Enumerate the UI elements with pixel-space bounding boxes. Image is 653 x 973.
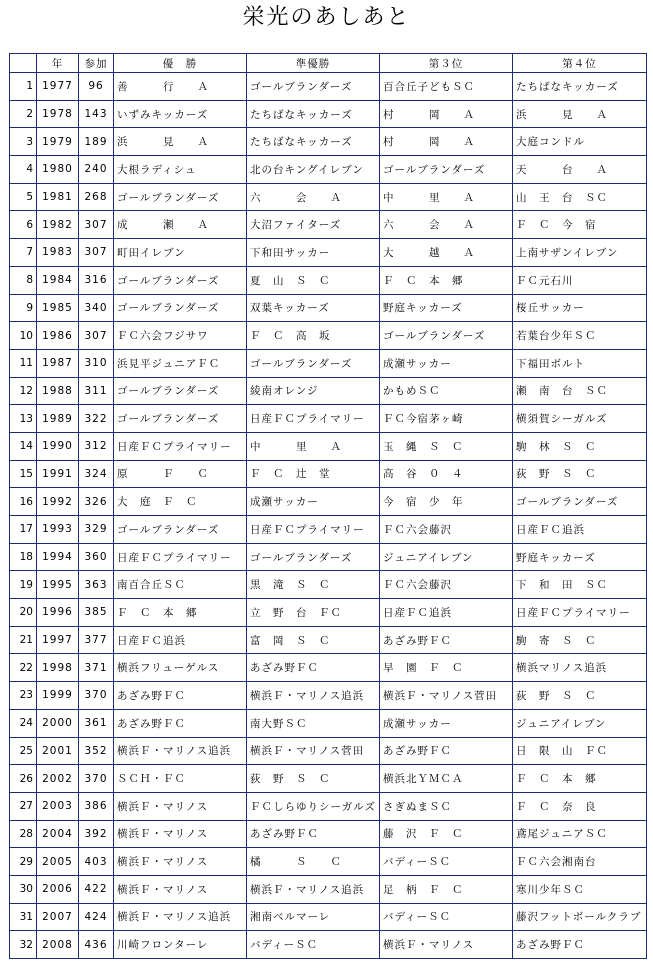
winner-cell: 川崎フロンターレ [114, 931, 247, 959]
teams-count-cell: 386 [79, 792, 114, 820]
third-place-cell: さぎぬまＳＣ [380, 792, 513, 820]
year-cell: 1996 [37, 599, 79, 627]
table-row [10, 128, 647, 156]
fourth-place-cell: 横浜マリノス追浜 [513, 654, 647, 682]
third-place-cell: かもめＳＣ [380, 377, 513, 405]
third-place-cell: 藤 沢 Ｆ Ｃ [380, 820, 513, 848]
table-row [10, 571, 647, 599]
row-number: 21 [10, 626, 37, 654]
third-place-cell: 横浜Ｆ・マリノス [380, 931, 513, 959]
third-place-cell: 六 会 Ａ [380, 211, 513, 239]
row-number: 10 [10, 322, 37, 350]
winner-cell: 大 庭 Ｆ Ｃ [114, 488, 247, 516]
third-place-cell: 横浜Ｆ・マリノス菅田 [380, 682, 513, 710]
year-cell: 1999 [37, 682, 79, 710]
teams-count-cell: 189 [79, 128, 114, 156]
table-row [10, 516, 647, 544]
year-cell: 1977 [37, 73, 79, 101]
results-table [9, 53, 647, 959]
winner-cell: ＦＣ六会フジサワ [114, 322, 247, 350]
table-row [10, 820, 647, 848]
third-place-cell: 中 里 Ａ [380, 183, 513, 211]
row-number: 2 [10, 100, 37, 128]
winner-cell: 浜 見 Ａ [114, 128, 247, 156]
table-row [10, 460, 647, 488]
teams-count-cell: 370 [79, 682, 114, 710]
fourth-place-cell: 横須賀シーガルズ [513, 405, 647, 433]
third-place-cell: 日産ＦＣ追浜 [380, 599, 513, 627]
winner-cell: 横浜Ｆ・マリノス [114, 848, 247, 876]
third-place-cell: 今 宿 少 年 [380, 488, 513, 516]
table-row [10, 599, 647, 627]
teams-count-cell: 363 [79, 571, 114, 599]
row-number: 16 [10, 488, 37, 516]
fourth-place-cell: 鳶尾ジュニアＳＣ [513, 820, 647, 848]
runner-up-cell: 日産ＦＣプライマリー [247, 405, 380, 433]
fourth-place-cell: 天 台 Ａ [513, 156, 647, 184]
teams-count-cell: 310 [79, 349, 114, 377]
winner-cell: ゴールブランダーズ [114, 405, 247, 433]
fourth-place-cell: 上南サザンイレブン [513, 239, 647, 267]
winner-cell: Ｆ Ｃ 本 郷 [114, 599, 247, 627]
fourth-place-cell: Ｆ Ｃ 奈 良 [513, 792, 647, 820]
runner-up-cell: あざみ野ＦＣ [247, 820, 380, 848]
third-place-cell: ＦＣ今宿茅ヶ崎 [380, 405, 513, 433]
row-number: 9 [10, 294, 37, 322]
teams-count-cell: 307 [79, 322, 114, 350]
row-number: 17 [10, 516, 37, 544]
runner-up-cell: 横浜Ｆ・マリノス追浜 [247, 682, 380, 710]
table-row [10, 405, 647, 433]
winner-cell: ゴールブランダーズ [114, 294, 247, 322]
winner-cell: ゴールブランダーズ [114, 377, 247, 405]
third-place-cell: ＦＣ六会藤沢 [380, 516, 513, 544]
fourth-place-cell: たちばなキッカーズ [513, 73, 647, 101]
teams-count-cell: 436 [79, 931, 114, 959]
row-number: 23 [10, 682, 37, 710]
year-cell: 1979 [37, 128, 79, 156]
row-number: 3 [10, 128, 37, 156]
table-body [10, 73, 647, 959]
table-row [10, 322, 647, 350]
year-cell: 2001 [37, 737, 79, 765]
fourth-place-cell: 山 王 台 ＳＣ [513, 183, 647, 211]
fourth-place-cell: 寒川少年ＳＣ [513, 875, 647, 903]
table-row [10, 100, 647, 128]
fourth-place-cell: Ｆ Ｃ 本 郷 [513, 765, 647, 793]
winner-cell: 成 瀬 Ａ [114, 211, 247, 239]
year-cell: 1990 [37, 432, 79, 460]
runner-up-cell: 横浜Ｆ・マリノス追浜 [247, 875, 380, 903]
runner-up-cell: 立 野 台 ＦＣ [247, 599, 380, 627]
third-place-cell: 横浜北ＹＭＣＡ [380, 765, 513, 793]
runner-up-cell: 横浜Ｆ・マリノス菅田 [247, 737, 380, 765]
table-row [10, 931, 647, 959]
teams-count-cell: 96 [79, 73, 114, 101]
winner-cell: 町田イレブン [114, 239, 247, 267]
winner-cell: ゴールブランダーズ [114, 516, 247, 544]
runner-up-cell: ゴールブランダーズ [247, 543, 380, 571]
third-place-cell: ジュニアイレブン [380, 543, 513, 571]
third-place-cell: あざみ野ＦＣ [380, 626, 513, 654]
teams-count-cell: 268 [79, 183, 114, 211]
page-title: 栄光のあしあと [242, 5, 411, 30]
runner-up-cell: 六 会 Ａ [247, 183, 380, 211]
runner-up-cell: あざみ野ＦＣ [247, 654, 380, 682]
fourth-place-cell: ＦＣ六会湘南台 [513, 848, 647, 876]
teams-count-cell: 322 [79, 405, 114, 433]
year-cell: 1982 [37, 211, 79, 239]
header-runner-up: 準優勝 [247, 54, 380, 73]
row-number: 8 [10, 266, 37, 294]
year-cell: 1991 [37, 460, 79, 488]
runner-up-cell: 荻 野 Ｓ Ｃ [247, 765, 380, 793]
teams-count-cell: 370 [79, 765, 114, 793]
fourth-place-cell: ジュニアイレブン [513, 709, 647, 737]
runner-up-cell: 富 岡 Ｓ Ｃ [247, 626, 380, 654]
year-cell: 1981 [37, 183, 79, 211]
fourth-place-cell: 日産ＦＣプライマリー [513, 599, 647, 627]
year-cell: 2008 [37, 931, 79, 959]
row-number: 24 [10, 709, 37, 737]
teams-count-cell: 377 [79, 626, 114, 654]
fourth-place-cell: 野庭キッカーズ [513, 543, 647, 571]
fourth-place-cell: あざみ野ＦＣ [513, 931, 647, 959]
third-place-cell: バディーＳＣ [380, 903, 513, 931]
winner-cell: あざみ野ＦＣ [114, 682, 247, 710]
teams-count-cell: 385 [79, 599, 114, 627]
row-number: 13 [10, 405, 37, 433]
third-place-cell: 村 岡 Ａ [380, 128, 513, 156]
row-number: 27 [10, 792, 37, 820]
row-number: 18 [10, 543, 37, 571]
teams-count-cell: 311 [79, 377, 114, 405]
row-number: 32 [10, 931, 37, 959]
fourth-place-cell: 下 和 田 ＳＣ [513, 571, 647, 599]
third-place-cell: ゴールブランダーズ [380, 156, 513, 184]
header-fourth: 第４位 [513, 54, 647, 73]
year-cell: 1983 [37, 239, 79, 267]
row-number: 19 [10, 571, 37, 599]
year-cell: 1978 [37, 100, 79, 128]
table-row [10, 488, 647, 516]
header-winner: 優 勝 [114, 54, 247, 73]
table-row [10, 294, 647, 322]
row-number: 20 [10, 599, 37, 627]
year-cell: 1980 [37, 156, 79, 184]
fourth-place-cell: 下福田ボルト [513, 349, 647, 377]
year-cell: 2006 [37, 875, 79, 903]
table-row [10, 654, 647, 682]
teams-count-cell: 143 [79, 100, 114, 128]
fourth-place-cell: 瀬 南 台 ＳＣ [513, 377, 647, 405]
table-row [10, 737, 647, 765]
runner-up-cell: たちばなキッカーズ [247, 128, 380, 156]
table-row [10, 682, 647, 710]
runner-up-cell: 黒 滝 Ｓ Ｃ [247, 571, 380, 599]
fourth-place-cell: 駒 寄 Ｓ Ｃ [513, 626, 647, 654]
fourth-place-cell: 駒 林 Ｓ Ｃ [513, 432, 647, 460]
table-row [10, 765, 647, 793]
runner-up-cell: 綾南オレンジ [247, 377, 380, 405]
runner-up-cell: たちばなキッカーズ [247, 100, 380, 128]
runner-up-cell: バディーＳＣ [247, 931, 380, 959]
year-cell: 1987 [37, 349, 79, 377]
row-number: 12 [10, 377, 37, 405]
teams-count-cell: 329 [79, 516, 114, 544]
year-cell: 1985 [37, 294, 79, 322]
runner-up-cell: 湘南ベルマーレ [247, 903, 380, 931]
winner-cell: 横浜Ｆ・マリノス追浜 [114, 903, 247, 931]
fourth-place-cell: Ｆ Ｃ 今 宿 [513, 211, 647, 239]
winner-cell: 善 行 Ａ [114, 73, 247, 101]
fourth-place-cell: ゴールブランダーズ [513, 488, 647, 516]
row-number: 5 [10, 183, 37, 211]
row-number: 30 [10, 875, 37, 903]
teams-count-cell: 316 [79, 266, 114, 294]
table-row [10, 792, 647, 820]
third-place-cell: ＦＣ六会藤沢 [380, 571, 513, 599]
row-number: 1 [10, 73, 37, 101]
table-row [10, 183, 647, 211]
row-number: 29 [10, 848, 37, 876]
year-cell: 1994 [37, 543, 79, 571]
third-place-cell: ゴールブランダーズ [380, 322, 513, 350]
year-cell: 2003 [37, 792, 79, 820]
fourth-place-cell: 桜丘サッカー [513, 294, 647, 322]
table-row [10, 432, 647, 460]
runner-up-cell: 成瀬サッカー [247, 488, 380, 516]
row-number: 22 [10, 654, 37, 682]
winner-cell: 浜見平ジュニアＦＣ [114, 349, 247, 377]
teams-count-cell: 424 [79, 903, 114, 931]
year-cell: 1988 [37, 377, 79, 405]
runner-up-cell: ＦＣしらゆりシーガルズ [247, 792, 380, 820]
runner-up-cell: 橘 Ｓ Ｃ [247, 848, 380, 876]
table-row [10, 239, 647, 267]
teams-count-cell: 392 [79, 820, 114, 848]
third-place-cell: 玉 縄 Ｓ Ｃ [380, 432, 513, 460]
fourth-place-cell: 日 限 山 ＦＣ [513, 737, 647, 765]
third-place-cell: バディーＳＣ [380, 848, 513, 876]
year-cell: 1986 [37, 322, 79, 350]
teams-count-cell: 403 [79, 848, 114, 876]
teams-count-cell: 361 [79, 709, 114, 737]
fourth-place-cell: 藤沢フットボールクラブ [513, 903, 647, 931]
teams-count-cell: 312 [79, 432, 114, 460]
winner-cell: ＳＣＨ・ＦＣ [114, 765, 247, 793]
fourth-place-cell: ＦＣ元石川 [513, 266, 647, 294]
teams-count-cell: 340 [79, 294, 114, 322]
winner-cell: 原 Ｆ Ｃ [114, 460, 247, 488]
runner-up-cell: 北の台キングイレブン [247, 156, 380, 184]
year-cell: 2004 [37, 820, 79, 848]
row-number: 25 [10, 737, 37, 765]
runner-up-cell: Ｆ Ｃ 高 坂 [247, 322, 380, 350]
third-place-cell: 高 谷 ０ ４ [380, 460, 513, 488]
winner-cell: 横浜Ｆ・マリノス [114, 792, 247, 820]
third-place-cell: Ｆ Ｃ 本 郷 [380, 266, 513, 294]
table-row [10, 903, 647, 931]
winner-cell: 横浜Ｆ・マリノス追浜 [114, 737, 247, 765]
third-place-cell: 大 越 Ａ [380, 239, 513, 267]
header-third: 第３位 [380, 54, 513, 73]
winner-cell: あざみ野ＦＣ [114, 709, 247, 737]
row-number: 7 [10, 239, 37, 267]
table-row [10, 266, 647, 294]
teams-count-cell: 352 [79, 737, 114, 765]
row-number: 6 [10, 211, 37, 239]
teams-count-cell: 371 [79, 654, 114, 682]
year-cell: 2000 [37, 709, 79, 737]
runner-up-cell: 夏 山 Ｓ Ｃ [247, 266, 380, 294]
row-number: 15 [10, 460, 37, 488]
table-row [10, 156, 647, 184]
row-number: 26 [10, 765, 37, 793]
third-place-cell: 成瀬サッカー [380, 349, 513, 377]
fourth-place-cell: 荻 野 Ｓ Ｃ [513, 460, 647, 488]
fourth-place-cell: 日産ＦＣ追浜 [513, 516, 647, 544]
third-place-cell: 百合丘子どもＳＣ [380, 73, 513, 101]
teams-count-cell: 360 [79, 543, 114, 571]
third-place-cell: あざみ野ＦＣ [380, 737, 513, 765]
winner-cell: 横浜フリューゲルス [114, 654, 247, 682]
runner-up-cell: 下和田サッカー [247, 239, 380, 267]
table-row [10, 626, 647, 654]
table-row [10, 377, 647, 405]
table-row [10, 543, 647, 571]
year-cell: 2007 [37, 903, 79, 931]
teams-count-cell: 307 [79, 211, 114, 239]
winner-cell: 横浜Ｆ・マリノス [114, 875, 247, 903]
winner-cell: 日産ＦＣプライマリー [114, 543, 247, 571]
runner-up-cell: Ｆ Ｃ 辻 堂 [247, 460, 380, 488]
third-place-cell: 野庭キッカーズ [380, 294, 513, 322]
year-cell: 1992 [37, 488, 79, 516]
year-cell: 2002 [37, 765, 79, 793]
fourth-place-cell: 浜 見 Ａ [513, 100, 647, 128]
third-place-cell: 村 岡 Ａ [380, 100, 513, 128]
runner-up-cell: 日産ＦＣプライマリー [247, 516, 380, 544]
table-row [10, 73, 647, 101]
year-cell: 1993 [37, 516, 79, 544]
runner-up-cell: 南大野ＳＣ [247, 709, 380, 737]
table-row [10, 211, 647, 239]
winner-cell: 日産ＦＣ追浜 [114, 626, 247, 654]
row-number: 14 [10, 432, 37, 460]
third-place-cell: 成瀬サッカー [380, 709, 513, 737]
runner-up-cell: ゴールブランダーズ [247, 73, 380, 101]
year-cell: 1995 [37, 571, 79, 599]
teams-count-cell: 240 [79, 156, 114, 184]
fourth-place-cell: 大庭コンドル [513, 128, 647, 156]
fourth-place-cell: 荻 野 Ｓ Ｃ [513, 682, 647, 710]
year-cell: 2005 [37, 848, 79, 876]
winner-cell: 大根ラディシュ [114, 156, 247, 184]
winner-cell: 日産ＦＣプライマリー [114, 432, 247, 460]
runner-up-cell: ゴールブランダーズ [247, 349, 380, 377]
teams-count-cell: 326 [79, 488, 114, 516]
runner-up-cell: 双葉キッカーズ [247, 294, 380, 322]
winner-cell: いずみキッカーズ [114, 100, 247, 128]
year-cell: 1989 [37, 405, 79, 433]
row-number: 28 [10, 820, 37, 848]
row-number: 11 [10, 349, 37, 377]
table-row [10, 709, 647, 737]
runner-up-cell: 大沼ファイターズ [247, 211, 380, 239]
fourth-place-cell: 若葉台少年ＳＣ [513, 322, 647, 350]
header-number [10, 54, 37, 73]
table-row [10, 848, 647, 876]
year-cell: 1997 [37, 626, 79, 654]
table-row [10, 349, 647, 377]
winner-cell: ゴールブランダーズ [114, 266, 247, 294]
runner-up-cell: 中 里 Ａ [247, 432, 380, 460]
year-cell: 1998 [37, 654, 79, 682]
header-teams: 参加 [79, 54, 114, 73]
teams-count-cell: 422 [79, 875, 114, 903]
table-header-row [10, 54, 647, 73]
teams-count-cell: 307 [79, 239, 114, 267]
year-cell: 1984 [37, 266, 79, 294]
header-year: 年 [37, 54, 79, 73]
winner-cell: 南百合丘ＳＣ [114, 571, 247, 599]
table-row [10, 875, 647, 903]
row-number: 4 [10, 156, 37, 184]
teams-count-cell: 324 [79, 460, 114, 488]
third-place-cell: 足 柄 Ｆ Ｃ [380, 875, 513, 903]
row-number: 31 [10, 903, 37, 931]
third-place-cell: 早 園 Ｆ Ｃ [380, 654, 513, 682]
winner-cell: ゴールブランダーズ [114, 183, 247, 211]
winner-cell: 横浜Ｆ・マリノス [114, 820, 247, 848]
